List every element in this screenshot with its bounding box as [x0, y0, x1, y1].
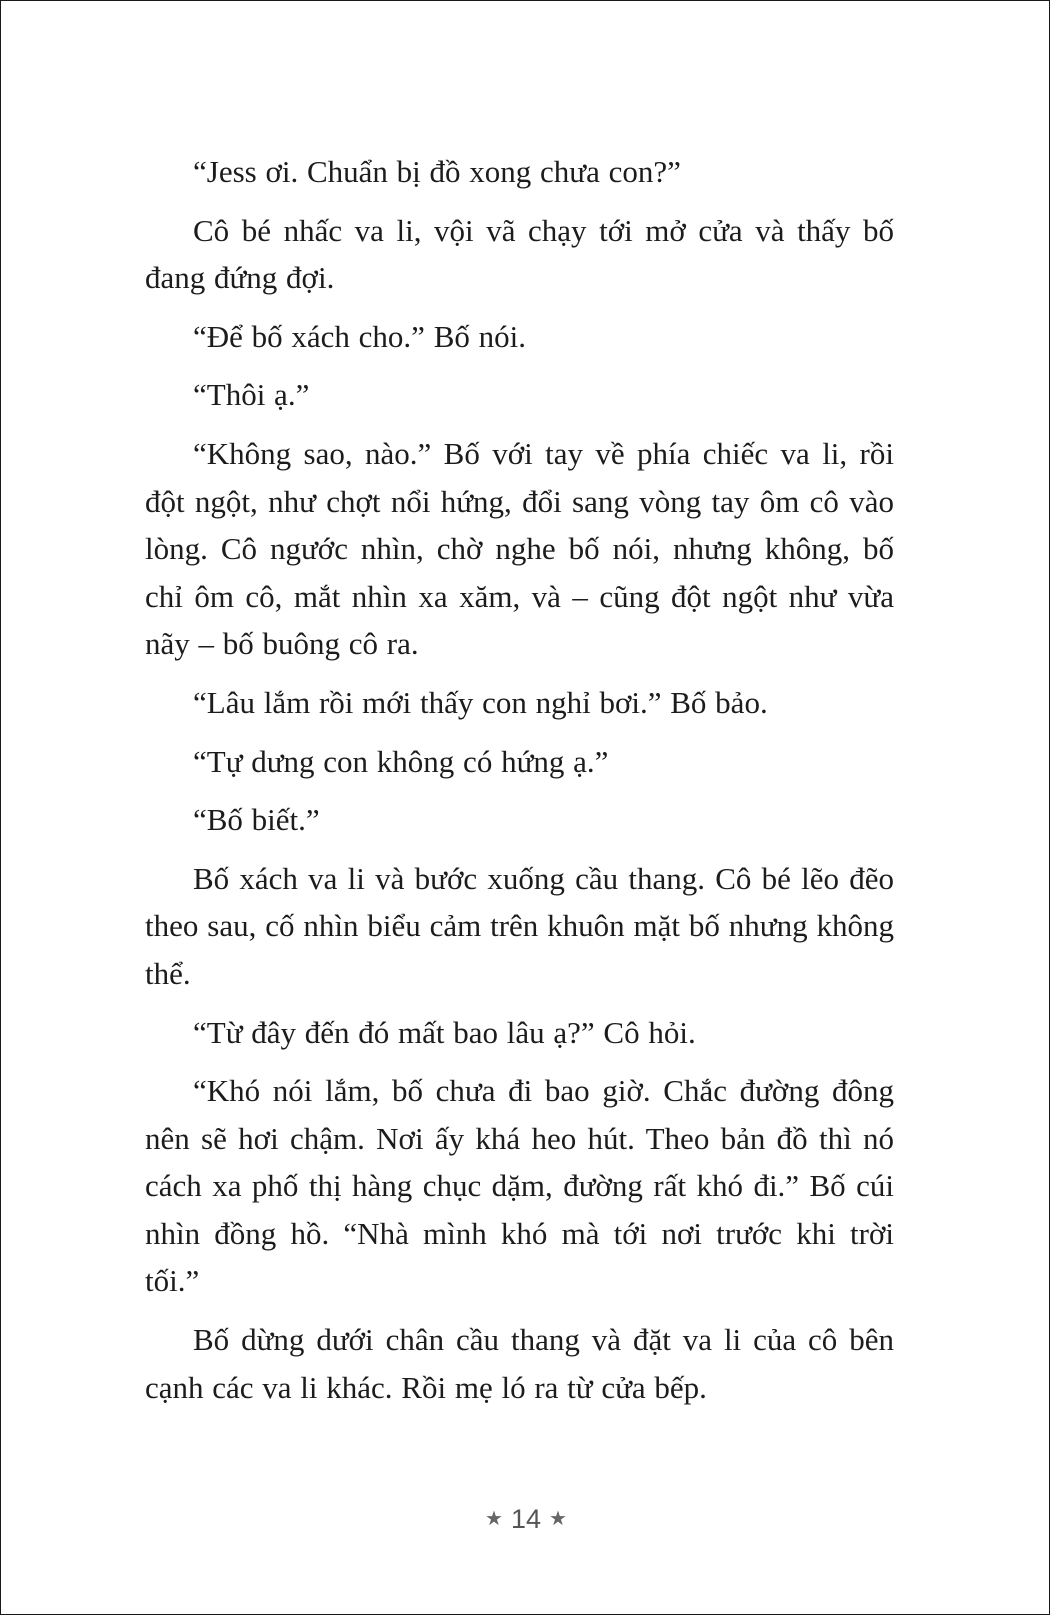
paragraph: “Từ đây đến đó mất bao lâu ạ?” Cô hỏi. — [193, 1014, 696, 1050]
paragraph: Cô bé nhấc va li, vội vã chạy tới mở cửa và thấy bố đang đứng đợi. — [145, 212, 894, 296]
paragraph: “Không sao, nào.” Bố với tay về phía chiếc va li, rồi đột ngột, như chợt nổi hứng, đổi sang vòng tay ôm cô vào lòng. Cô ngước nhìn, chờ nghe bố nói, nhưng không, bố chỉ ôm cô, mắt nhìn xa xăm, và – cũng đột ngột như vừa nãy – bố buông cô ra. — [145, 435, 894, 662]
paragraph: “Tự dưng con không có hứng ạ.” — [193, 743, 609, 779]
paragraph: Bố dừng dưới chân cầu thang và đặt va li của cô bên cạnh các va li khác. Rồi mẹ ló ra từ cửa bếp. — [145, 1322, 894, 1405]
star-icon: ★ — [549, 1508, 567, 1530]
star-icon: ★ — [485, 1508, 503, 1530]
paragraph: Bố xách va li và bước xuống cầu thang. Cô bé lẽo đẽo theo sau, cố nhìn biểu cảm trên khuôn mặt bố nhưng không thể. — [145, 860, 894, 991]
paragraph: “Thôi ạ.” — [193, 377, 310, 413]
paragraph: “Bố biết.” — [193, 802, 320, 838]
page-footer — [1, 1504, 1050, 1535]
body-text — [145, 148, 894, 1422]
page-number: 14 — [510, 1504, 542, 1534]
paragraph: “Khó nói lắm, bố chưa đi bao giờ. Chắc đường đông nên sẽ hơi chậm. Nơi ấy khá heo hút. Theo bản đồ thì nó cách xa phố thị hàng chục dặm, đường rất khó đi.” Bố cúi nhìn đồng hồ. “Nhà mình khó mà tới nơi trước khi trời tối.” — [145, 1073, 894, 1299]
paragraph: “Lâu lắm rồi mới thấy con nghỉ bơi.” Bố bảo. — [193, 684, 768, 720]
paragraph: “Jess ơi. Chuẩn bị đồ xong chưa con?” — [193, 154, 681, 189]
paragraph: “Để bố xách cho.” Bố nói. — [193, 318, 526, 354]
